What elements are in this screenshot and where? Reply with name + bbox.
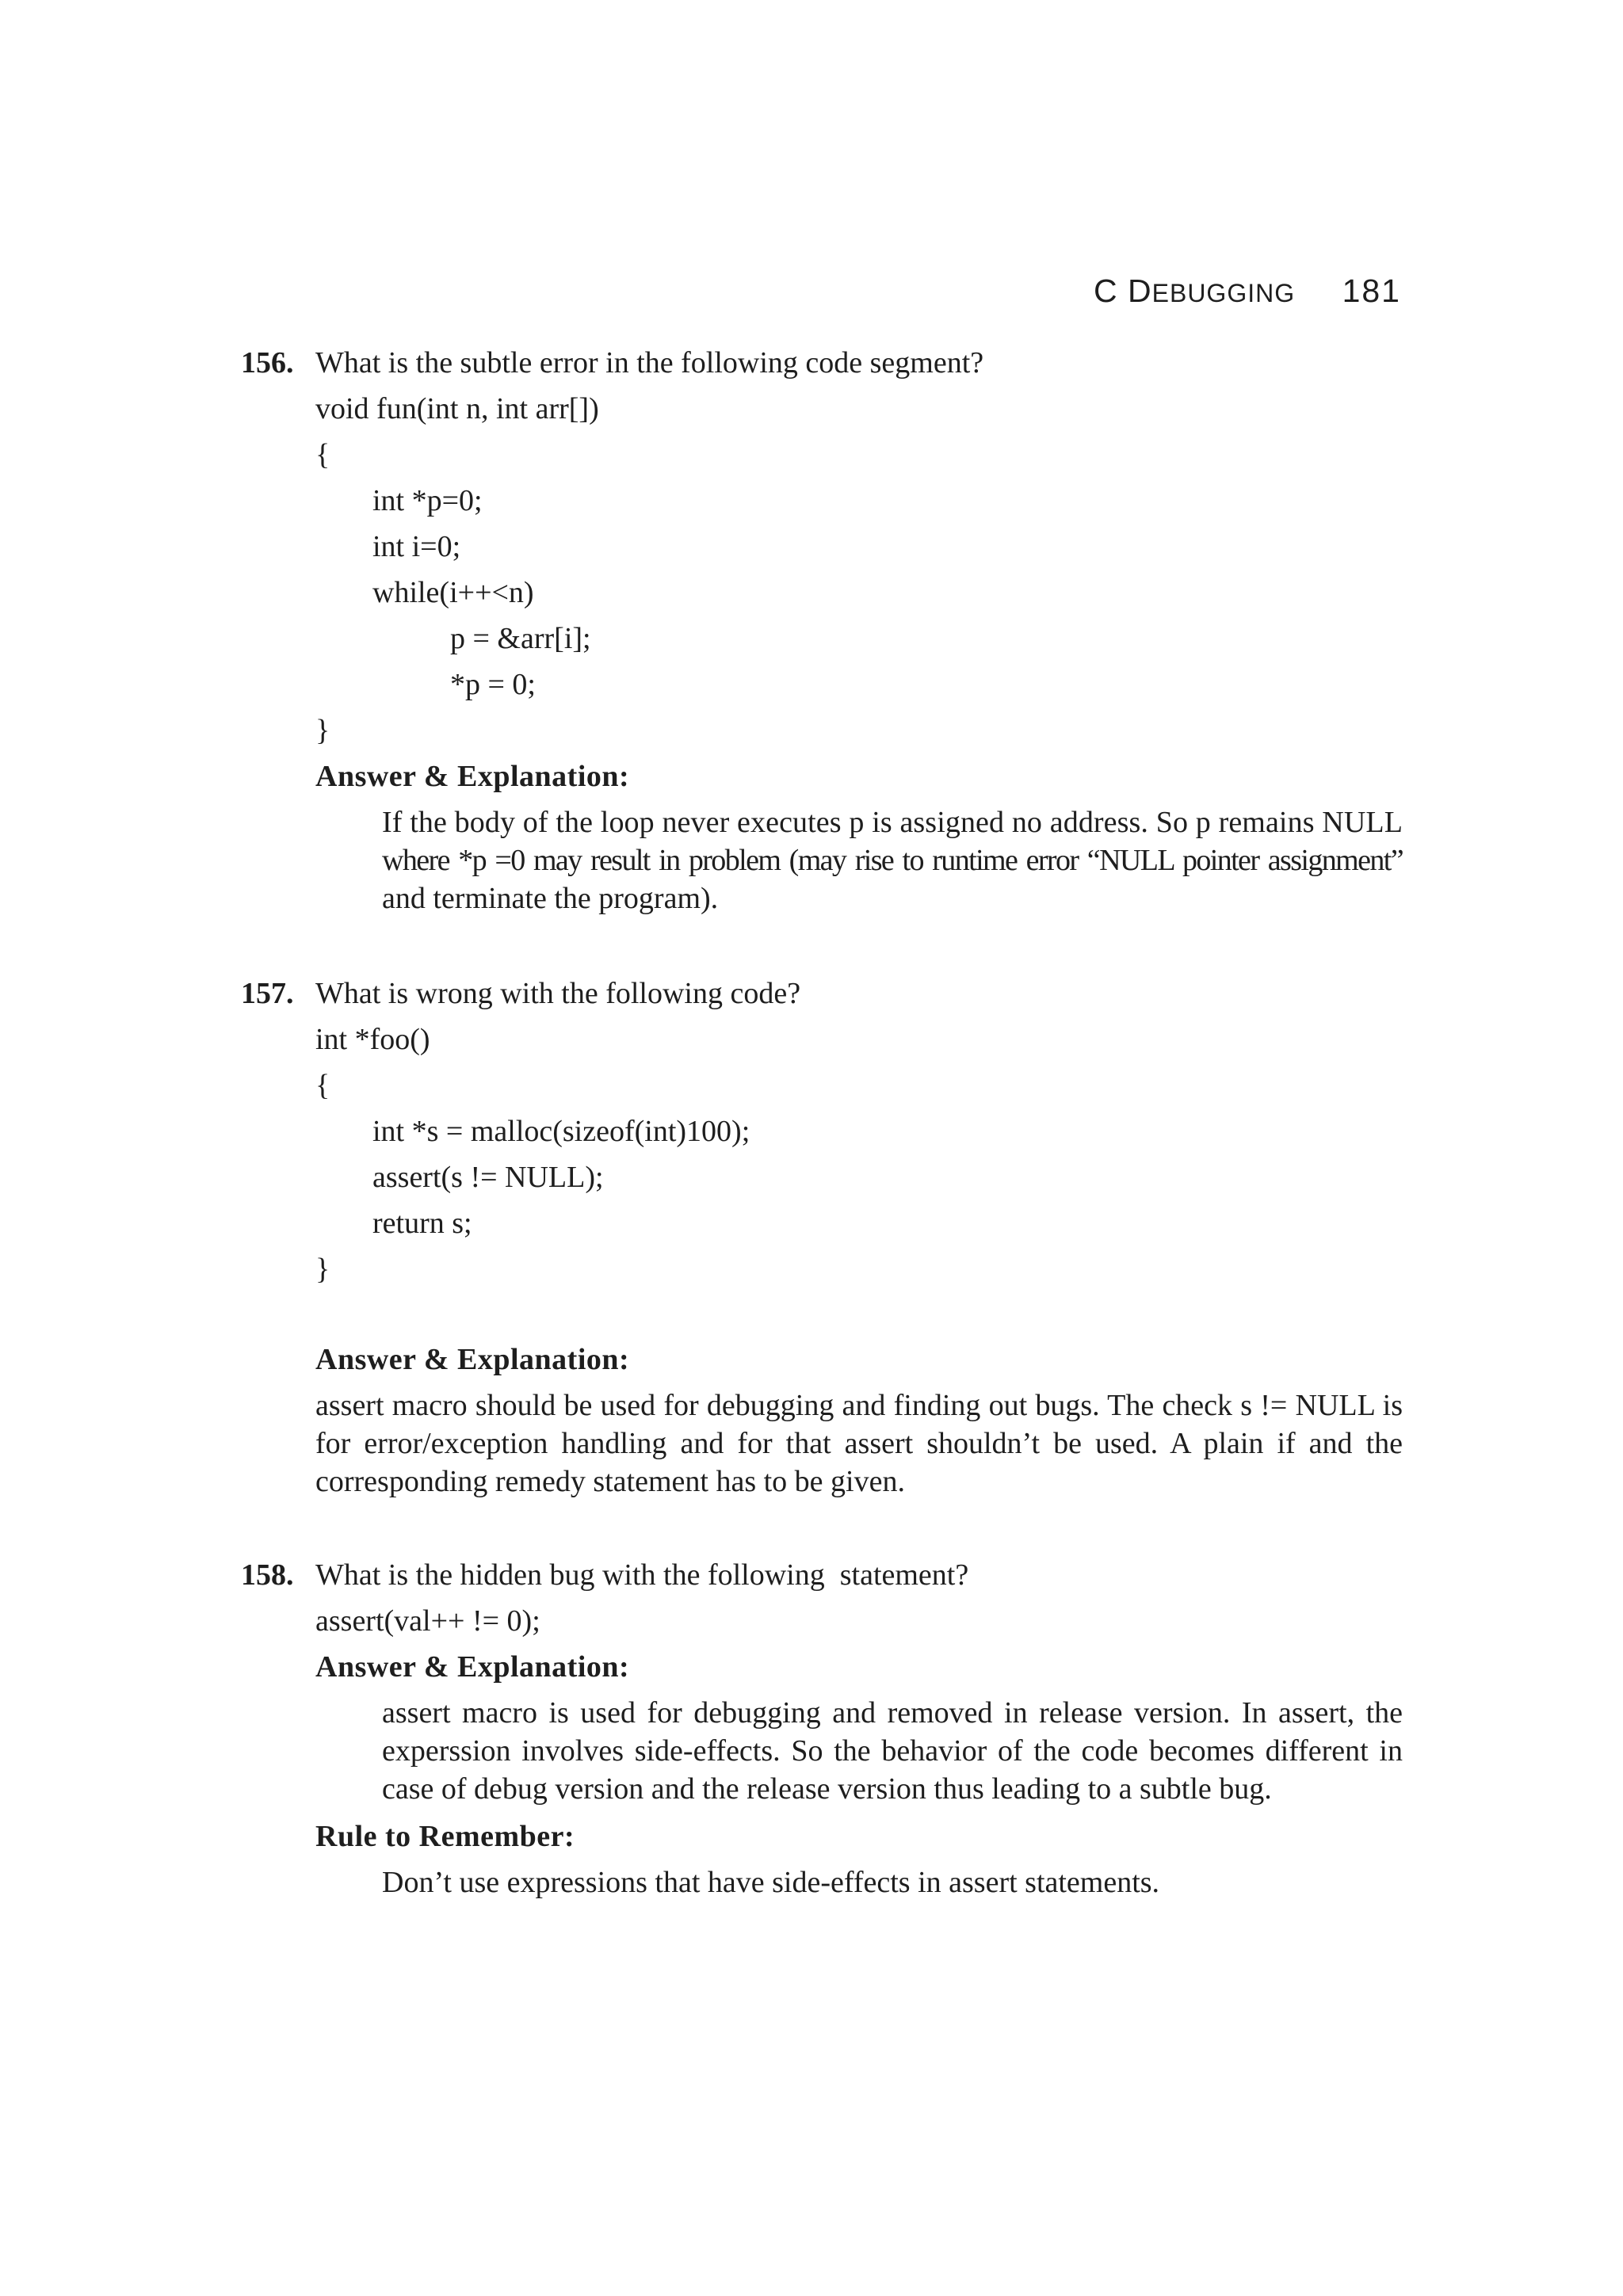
q156-code-line: int *p=0; <box>372 484 483 517</box>
chapter-title <box>1094 273 1295 310</box>
q158-answer-line: case of debug version and the release version thus leading to a subtle bug. <box>382 1772 1272 1806</box>
q158-answer-line: assert macro is used for debugging and removed in release version. In assert, the <box>382 1696 1403 1730</box>
q156-code-line: *p = 0; <box>450 668 536 701</box>
q158-answer-paragraph <box>382 1694 1403 1808</box>
q156-answer-line: and terminate the program). <box>382 882 719 915</box>
q157-answer-line: assert macro should be used for debugging and finding out bugs. The check s != NULL is <box>315 1389 1403 1422</box>
chapter-title-initial-2: D <box>1128 273 1152 309</box>
page-number: 181 <box>1342 273 1401 309</box>
q158-answer-line: experssion involves side-effects. So the behavior of the code becomes different in <box>382 1734 1403 1768</box>
q157-answer-line: for error/exception handling and for that assert shouldn’t be used. A plain if and the <box>315 1427 1403 1460</box>
q156-answer-paragraph <box>382 803 1403 917</box>
q156-code-line: { <box>315 438 330 471</box>
q158-rule-text: Don’t use expressions that have side-effects in assert statements. <box>382 1866 1160 1899</box>
q157-code-line: { <box>315 1069 330 1102</box>
q156-answer-heading: Answer & Explanation: <box>315 760 630 793</box>
q156-code-line: p = &arr[i]; <box>450 622 591 655</box>
q158-rule-heading: Rule to Remember: <box>315 1820 575 1853</box>
q158-answer-heading: Answer & Explanation: <box>315 1650 630 1684</box>
q157-answer-paragraph <box>315 1386 1403 1501</box>
chapter-title-rest: EBUGGING <box>1151 279 1296 307</box>
question-156-number: 156. <box>241 346 294 379</box>
running-head <box>1094 273 1401 320</box>
q157-code-line: int *foo() <box>315 1023 430 1056</box>
q157-answer-line: corresponding remedy statement has to be given. <box>315 1465 905 1498</box>
chapter-title-initial: C <box>1094 273 1118 309</box>
q157-code-line: } <box>315 1253 330 1286</box>
question-156-text: What is the subtle error in the following code segment? <box>315 346 984 379</box>
q156-answer-line: where *p =0 may result in problem (may rise to runtime error “NULL pointer assignment” <box>382 844 1403 877</box>
q158-code-line: assert(val++ != 0); <box>315 1604 540 1638</box>
q156-code-line: int i=0; <box>372 530 461 563</box>
q157-answer-heading: Answer & Explanation: <box>315 1343 630 1376</box>
q156-code-line: while(i++<n) <box>372 576 534 609</box>
q157-code-line: return s; <box>372 1207 472 1240</box>
question-158-text: What is the hidden bug with the following statement? <box>315 1558 969 1592</box>
q156-answer-line: If the body of the loop never executes p is assigned no address. So p remains NULL <box>382 806 1403 839</box>
question-157-number: 157. <box>241 977 294 1010</box>
q156-code-line: } <box>315 714 330 747</box>
question-158-number: 158. <box>241 1558 294 1592</box>
q157-code-line: assert(s != NULL); <box>372 1161 604 1194</box>
q156-code-line: void fun(int n, int arr[]) <box>315 392 599 425</box>
question-157-text: What is wrong with the following code? <box>315 977 801 1010</box>
q157-code-line: int *s = malloc(sizeof(int)100); <box>372 1115 750 1148</box>
